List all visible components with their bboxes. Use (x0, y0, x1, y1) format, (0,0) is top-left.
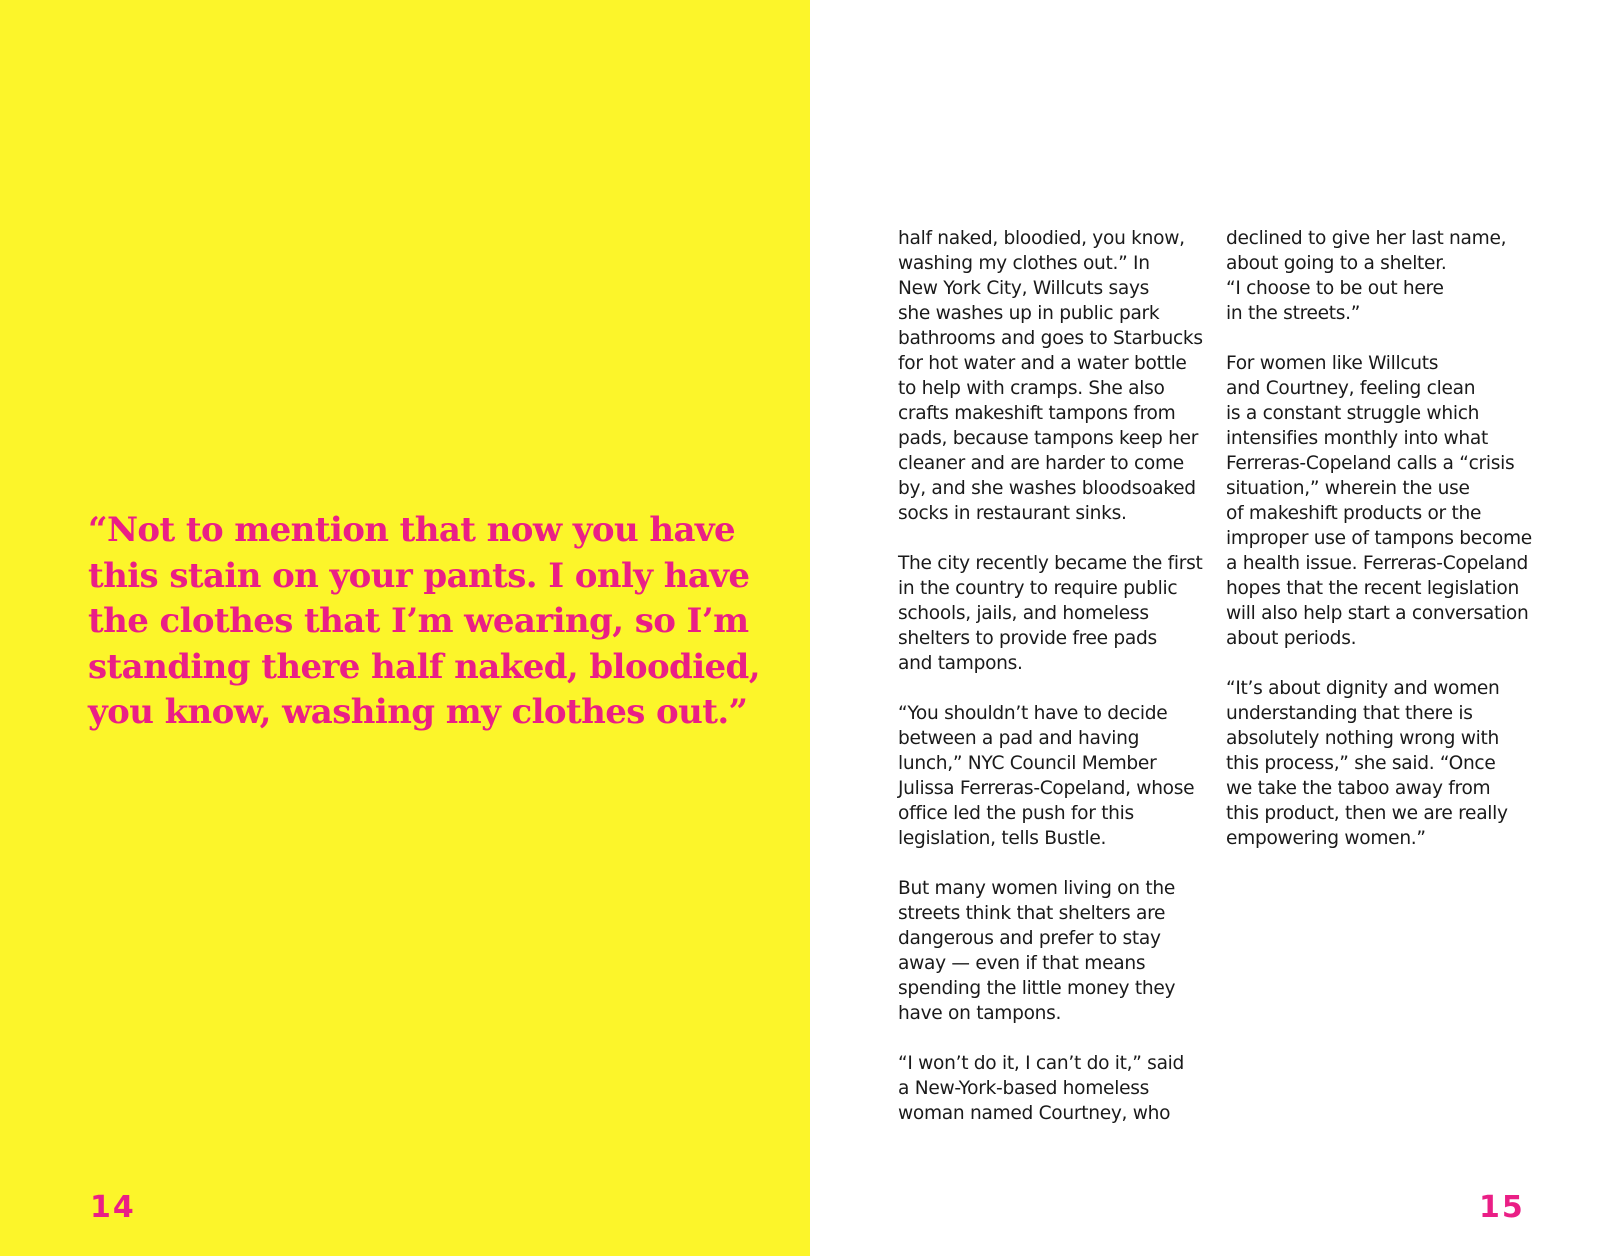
body-text-line: about periods. (1226, 628, 1357, 649)
body-paragraph (898, 551, 1208, 676)
body-text-line: “I choose to be out here (1226, 278, 1444, 299)
body-text-line: this process,” she said. “Once (1226, 753, 1496, 774)
pull-quote (88, 508, 760, 736)
body-text-line: shelters to provide free pads (898, 628, 1157, 649)
body-text-line: intensifies monthly into what (1226, 428, 1488, 449)
body-text-line: Julissa Ferreras-Copeland, whose (898, 778, 1195, 799)
page-number-right: 15 (1479, 1190, 1525, 1225)
body-text-line: washing my clothes out.” In (898, 253, 1150, 274)
body-text-line: this product, then we are really (1226, 803, 1508, 824)
body-text-line: “I won’t do it, I can’t do it,” said (898, 1053, 1185, 1074)
body-paragraph (898, 876, 1208, 1026)
body-text-line: Ferreras-Copeland calls a “crisis (1226, 453, 1515, 474)
body-text-line: cleaner and are harder to come (898, 453, 1184, 474)
body-text-line: about going to a shelter. (1226, 253, 1447, 274)
pull-quote-line: the clothes that I’m wearing, so I’m (88, 601, 749, 641)
body-text-line: between a pad and having (898, 728, 1140, 749)
body-text-line: legislation, tells Bustle. (898, 828, 1107, 849)
body-text-line: to help with cramps. She also (898, 378, 1165, 399)
body-text-line: understanding that there is (1226, 703, 1473, 724)
body-text-line: a New-York-based homeless (898, 1078, 1149, 1099)
body-text-line: New York City, Willcuts says (898, 278, 1150, 299)
body-text-line: declined to give her last name, (1226, 228, 1507, 249)
body-text-line: crafts makeshift tampons from (898, 403, 1176, 424)
body-text-line: have on tampons. (898, 1003, 1062, 1024)
body-text-line: improper use of tampons become (1226, 528, 1532, 549)
body-text-line: is a constant struggle which (1226, 403, 1480, 424)
body-text-line: “It’s about dignity and women (1226, 678, 1500, 699)
text-column-2 (1226, 226, 1536, 876)
body-text-line: office led the push for this (898, 803, 1134, 824)
body-text-line: will also help start a conversation (1226, 603, 1529, 624)
body-text-line: she washes up in public park (898, 303, 1160, 324)
pull-quote-line: this stain on your pants. I only have (88, 555, 750, 596)
body-paragraph (1226, 351, 1536, 651)
body-paragraph (898, 701, 1208, 851)
body-text-line: and Courtney, feeling clean (1226, 378, 1476, 399)
body-text-line: But many women living on the (898, 878, 1175, 899)
body-text-line: we take the taboo away from (1226, 778, 1491, 799)
body-paragraph (898, 1051, 1208, 1126)
body-text-line: lunch,” NYC Council Member (898, 753, 1157, 774)
body-text-line: of makeshift products or the (1226, 503, 1482, 524)
body-text-line: in the streets.” (1226, 303, 1361, 324)
body-text-line: spending the little money they (898, 978, 1176, 999)
pull-quote-line: you know, washing my clothes out.” (88, 692, 748, 732)
text-column-1 (898, 226, 1208, 1151)
body-text-line: dangerous and prefer to stay (898, 928, 1161, 949)
body-text-line: in the country to require public (898, 578, 1178, 599)
body-text-line: a health issue. Ferreras-Copeland (1226, 553, 1529, 574)
pull-quote-line: standing there half naked, bloodied, (88, 646, 760, 687)
body-text-line: The city recently became the first (898, 553, 1203, 574)
page-number-left: 14 (90, 1190, 136, 1225)
body-text-line: absolutely nothing wrong with (1226, 728, 1499, 749)
body-text-line: woman named Courtney, who (898, 1103, 1171, 1124)
body-text-line: streets think that shelters are (898, 903, 1166, 924)
body-text-line: bathrooms and goes to Starbucks (898, 328, 1203, 349)
body-text-line: socks in restaurant sinks. (898, 503, 1127, 524)
body-text-line: schools, jails, and homeless (898, 603, 1149, 624)
body-text-line: empowering women.” (1226, 828, 1426, 849)
body-text-line: situation,” wherein the use (1226, 478, 1470, 499)
body-text-line: hopes that the recent legislation (1226, 578, 1519, 599)
body-text-line: by, and she washes bloodsoaked (898, 478, 1196, 499)
body-text-line: For women like Willcuts (1226, 353, 1439, 374)
body-paragraph (1226, 226, 1536, 326)
body-text-line: away — even if that means (898, 953, 1146, 974)
body-text-line: and tampons. (898, 653, 1023, 674)
body-text-line: half naked, bloodied, you know, (898, 228, 1185, 249)
pull-quote-line: “Not to mention that now you have (88, 510, 736, 550)
body-paragraph (1226, 676, 1536, 851)
body-text-line: “You shouldn’t have to decide (898, 703, 1168, 724)
body-text-line: pads, because tampons keep her (898, 428, 1199, 449)
body-text-line: for hot water and a water bottle (898, 353, 1187, 374)
body-paragraph (898, 226, 1208, 526)
